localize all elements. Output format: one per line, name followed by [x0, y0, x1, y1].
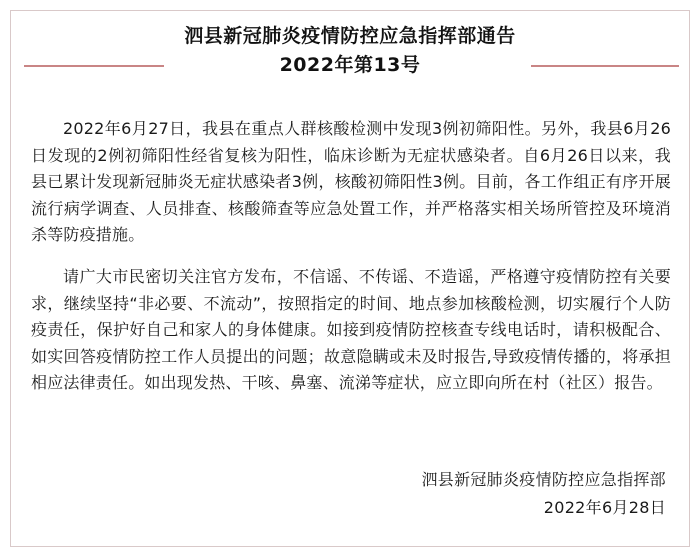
- title-rule-left: [24, 65, 164, 67]
- title-rule-right: [531, 65, 679, 67]
- issue-date: 2022年6月28日: [543, 498, 666, 517]
- notice-paragraph-2: 请广大市民密切关注官方发布，不信谣、不传谣、不造谣，严格遵守疫情防控有关要求，继续坚持“非必要、不流动”，按照指定的时间、地点参加核酸检测，切实履行个人防疫责任，保护好自己和家人的身体健康。如接到疫情防控核查专线电话时，请积极配合、如实回答疫情防控工作人员提出的问题；故意隐瞒或未及时报告,导致疫情传播的，将承担相应法律责任。如出现发热、干咳、鼻塞、流涕等症状，应立即向所在村（社区）报告。: [31, 267, 671, 392]
- notice-paragraph-1: 2022年6月27日，我县在重点人群核酸检测中发现3例初筛阳性。另外，我县6月26日发现的2例初筛阳性经省复核为阳性，临床诊断为无症状感染者。自6月26日以来，我县已累计发现新冠肺炎无症状感染者3例，核酸初筛阳性3例。目前，各工作组正有序开展流行病学调查、人员排查、核酸筛查等应急处置工作，并严格落实相关场所管控及环境消杀等防疫措施。: [31, 119, 671, 244]
- issuer-signature: 泗县新冠肺炎疫情防控应急指挥部: [421, 470, 666, 489]
- notice-title: 泗县新冠肺炎疫情防控应急指挥部通告: [184, 25, 516, 47]
- notice-number: 2022年第13号: [279, 54, 421, 76]
